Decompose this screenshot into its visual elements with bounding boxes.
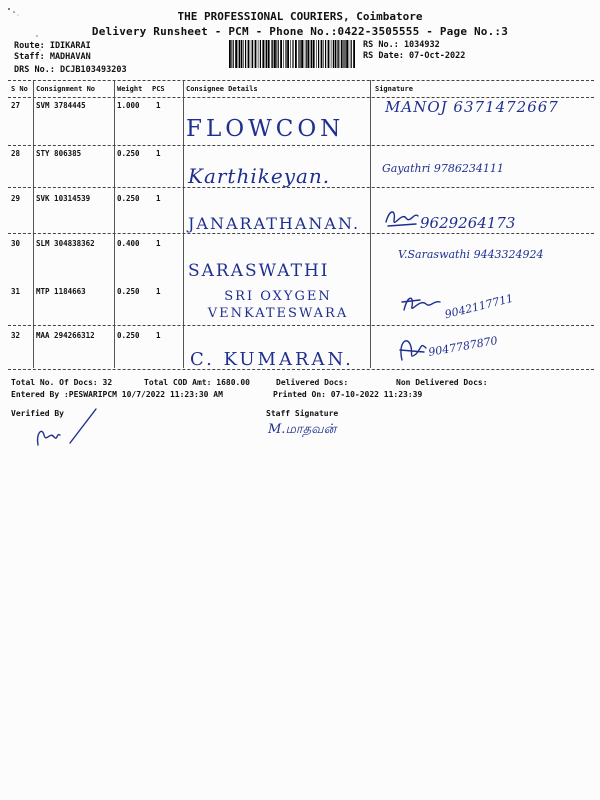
- cell-sno: 32: [11, 331, 21, 340]
- cell-weight: 0.250: [117, 194, 140, 203]
- cell-sno: 29: [11, 194, 21, 203]
- cell-consignment: STY 806385: [36, 149, 82, 158]
- total-cod: Total COD Amt: 1680.00: [144, 378, 250, 387]
- header-signature: Signature: [375, 85, 413, 93]
- cell-consignment: MTP 1184663: [36, 287, 86, 296]
- verified-by-label: Verified By: [11, 409, 64, 418]
- header-weight: Weight: [117, 85, 143, 93]
- cell-signature: MANOJ 6371472667: [385, 98, 559, 116]
- row-rule: [8, 145, 594, 146]
- cell-consignee: C. KUMARAN.: [190, 349, 354, 370]
- header-consignee: Consignee Details: [186, 85, 258, 93]
- route-label: Route: IDIKARAI: [14, 41, 91, 51]
- delivered-docs: Delivered Docs:: [276, 378, 349, 387]
- table-top-rule: [8, 80, 594, 81]
- cell-signature: V.Saraswathi 9443324924: [398, 248, 544, 261]
- header-pcs: PCS: [152, 85, 165, 93]
- cell-sno: 28: [11, 149, 21, 158]
- entered-by: Entered By :PESWARIPCM 10/7/2022 11:23:30 AM: [11, 390, 223, 399]
- header-sno: S No: [11, 85, 28, 93]
- non-delivered-docs: Non Delivered Docs:: [396, 378, 488, 387]
- drs-number: DRS No.: DCJB103493203: [14, 65, 127, 75]
- cell-pcs: 1: [156, 149, 161, 158]
- staff-label: Staff: MADHAVAN: [14, 52, 91, 62]
- rs-date: RS Date: 07-Oct-2022: [363, 51, 466, 61]
- barcode: [228, 40, 356, 68]
- staff-handwritten-signature: M.மாதவன்: [268, 422, 337, 437]
- total-docs: Total No. Of Docs: 32: [11, 378, 113, 387]
- row-rule: [8, 233, 594, 234]
- staff-signature-label: Staff Signature: [266, 409, 339, 418]
- cell-sno: 27: [11, 101, 21, 110]
- cell-sno: 30: [11, 239, 21, 248]
- cell-weight: 0.250: [117, 287, 140, 296]
- cell-pcs: 1: [156, 101, 161, 110]
- cell-weight: 0.250: [117, 331, 140, 340]
- cell-pcs: 1: [156, 331, 161, 340]
- cell-pcs: 1: [156, 287, 161, 296]
- printed-on: Printed On: 07-10-2022 11:23:39: [273, 390, 423, 399]
- cell-consignment: SVM 3784445: [36, 101, 86, 110]
- cell-weight: 0.250: [117, 149, 140, 158]
- cell-weight: 0.400: [117, 239, 140, 248]
- signature-scribble: [384, 206, 420, 232]
- document-subtitle: Delivery Runsheet - PCM - Phone No.:0422-3505555 - Page No.:3: [91, 25, 509, 38]
- cell-consignee: Karthikeyan.: [188, 164, 331, 188]
- cell-pcs: 1: [156, 194, 161, 203]
- rs-number: RS No.: 1034932: [363, 40, 440, 50]
- cell-signature: 9042117711: [443, 291, 515, 322]
- cell-consignment: SLM 304838362: [36, 239, 95, 248]
- header-consignment: Consignment No: [36, 85, 96, 93]
- cell-pcs: 1: [156, 239, 161, 248]
- cell-consignee: SARASWATHI: [188, 261, 330, 281]
- cell-consignee: FLOWCON: [186, 116, 345, 142]
- table-bottom-rule: [8, 369, 594, 370]
- document-title: THE PROFESSIONAL COURIERS, Coimbatore: [177, 10, 423, 23]
- verified-signature: [30, 405, 110, 455]
- cell-consignee: JANARATHANAN.: [188, 214, 361, 233]
- cell-signature: 9047787870: [427, 334, 499, 359]
- signature-scribble: [396, 334, 428, 364]
- cell-consignee: SRI OXYGEN VENKATESWARA: [207, 289, 349, 321]
- cell-signature: 9629264173: [420, 214, 516, 232]
- signature-scribble: [400, 290, 442, 316]
- cell-consignment: MAA 294266312: [36, 331, 95, 340]
- cell-signature: Gayathri 9786234111: [382, 162, 504, 175]
- row-rule: [8, 325, 594, 326]
- cell-consignment: SVK 10314539: [36, 194, 91, 203]
- cell-sno: 31: [11, 287, 21, 296]
- cell-weight: 1.000: [117, 101, 140, 110]
- row-rule: [8, 187, 594, 188]
